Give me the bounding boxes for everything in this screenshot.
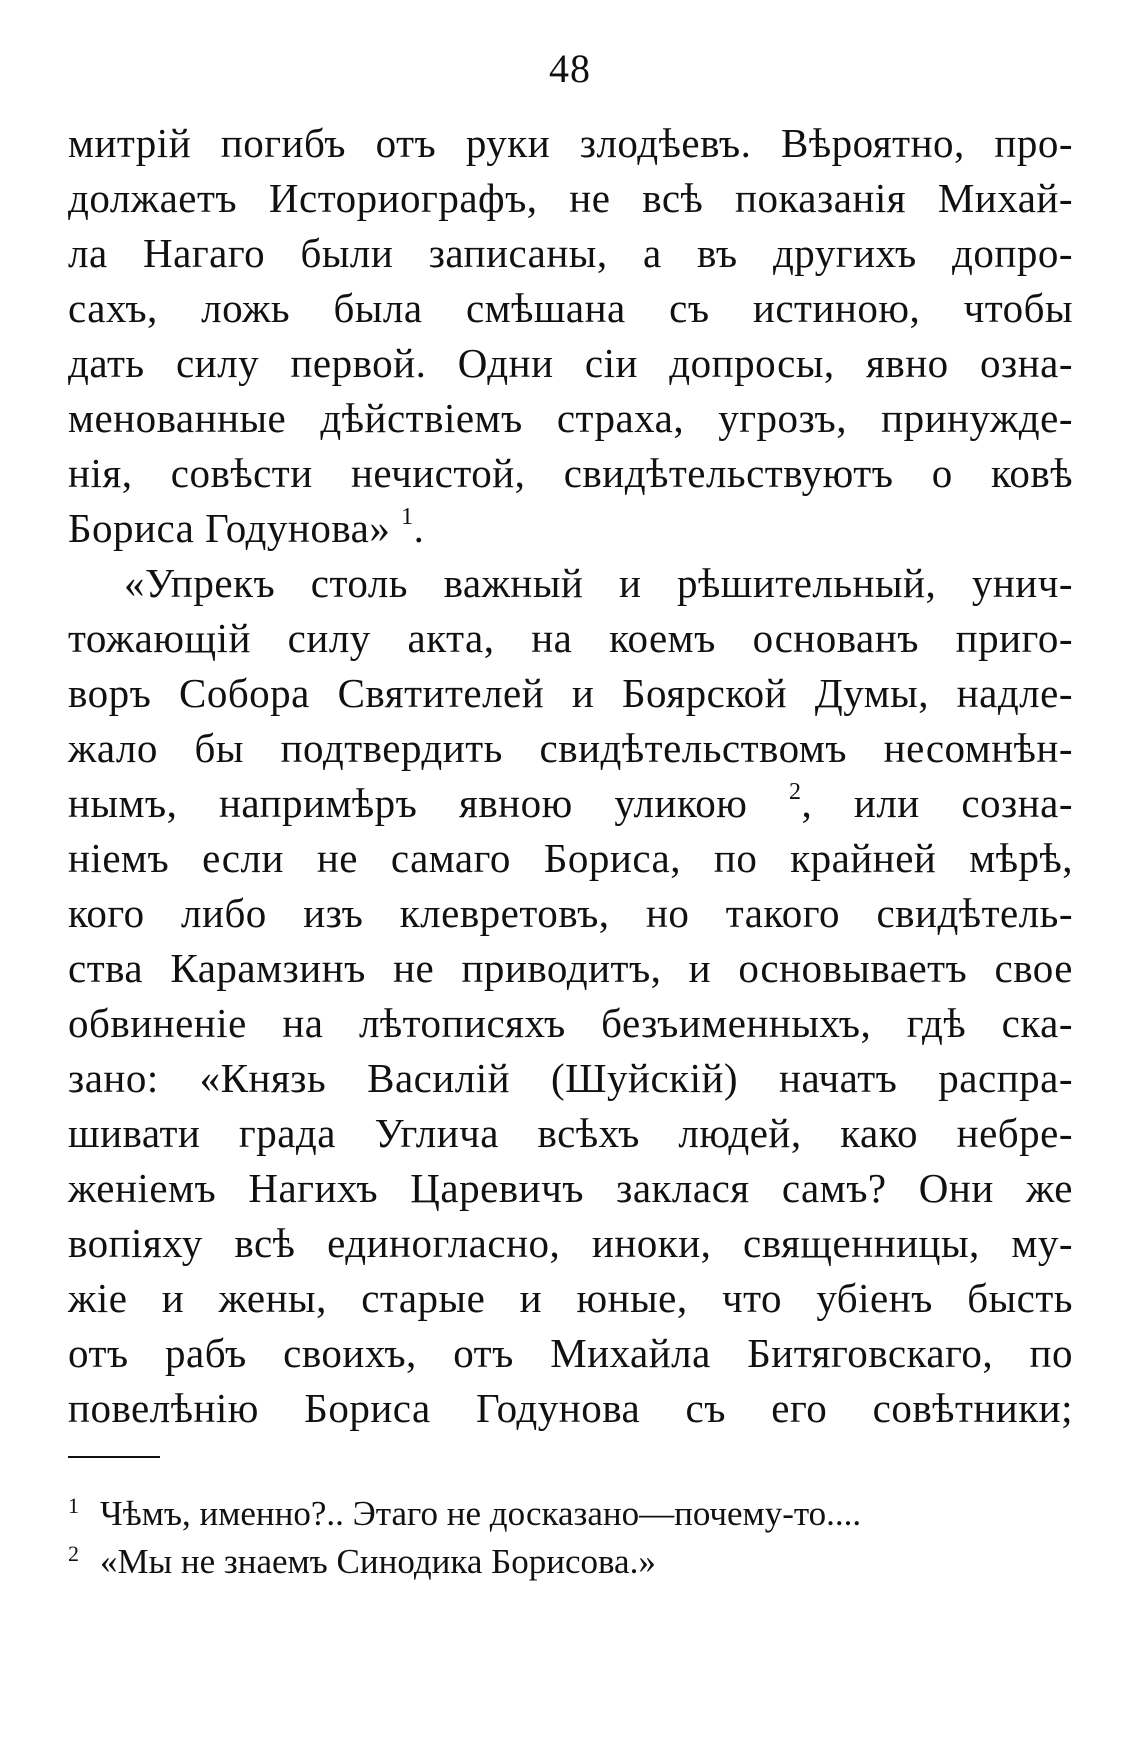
- footnote-text: «Мы не знаемъ Синодика Борисова.»: [100, 1542, 656, 1581]
- text-line: нiя, совѣсти нечистой, свидѣтельствуютъ о ковѣ: [68, 450, 1073, 496]
- text-line: вопiяху всѣ единогласно, иноки, священницы, му-: [68, 1220, 1073, 1266]
- text-line: зано: «Князь Василiй (Шуйскiй) начатъ распра-: [68, 1055, 1073, 1101]
- text-line: жiе и жены, старые и юные, что убiенъ бысть: [68, 1275, 1073, 1321]
- text-line: нiемъ если не самаго Бориса, по крайней мѣрѣ,: [68, 835, 1073, 881]
- text-line: кого либо изъ клевретовъ, но такого свидѣтель-: [68, 890, 1073, 936]
- text-line: воръ Собора Святителей и Боярской Думы, надле-: [68, 670, 1073, 716]
- footnote-text: Чѣмъ, именно?.. Этаго не досказано—почему-то....: [100, 1494, 862, 1533]
- text-line: дать силу первой. Одни сiи допросы, явно озна-: [68, 340, 1073, 386]
- text-line: повелѣнiю Бориса Годунова съ его совѣтники;: [68, 1385, 1073, 1431]
- paragraph-start-line: «Упрекъ столь важный и рѣшительный, унич-: [124, 560, 1073, 606]
- main-text: [68, 116, 1073, 1436]
- text-line: жало бы подтвердить свидѣтельствомъ несомнѣн-: [68, 725, 1073, 771]
- footnote-ref: 1: [401, 504, 414, 530]
- text-line: обвиненiе на лѣтописяхъ безъименныхъ, гдѣ ска-: [68, 1000, 1073, 1046]
- text-line: тожающiй силу акта, на коемъ основанъ приго-: [68, 615, 1073, 661]
- text-line: Бориса Годунова» $^1$.: [68, 504, 425, 551]
- footnote-divider: [68, 1456, 160, 1458]
- text-line: ства Карамзинъ не приводитъ, и основываетъ свое: [68, 945, 1073, 991]
- text-line: менованные дѣйствiемъ страха, угрозъ, принужде-: [68, 395, 1073, 441]
- text-line-content: Бориса Годунова»: [68, 505, 391, 551]
- text-line-tail: , или созна-: [801, 780, 1074, 826]
- footnote: 2 «Мы не знаемъ Синодика Борисова.»: [68, 1541, 656, 1581]
- footnote: 1 Чѣмъ, именно?.. Этаго не досказано—почему-то....: [68, 1493, 862, 1533]
- text-line: должаетъ Историографъ, не всѣ показанiя Михай-: [68, 175, 1073, 221]
- page-number: 48: [549, 46, 591, 91]
- text-line: ла Нагаго были записаны, а въ другихъ допро-: [68, 230, 1073, 276]
- text-line: [68, 776, 1073, 831]
- footnote-ref: 2: [789, 779, 802, 805]
- text-line: женiемъ Нагихъ Царевичъ заклася самъ? Они же: [68, 1165, 1073, 1211]
- text-line: отъ рабъ своихъ, отъ Михайла Битяговскаго, по: [68, 1330, 1073, 1376]
- text-line: сахъ, ложь была смѣшана съ истиною, чтобы: [68, 285, 1073, 331]
- text-line: митрiй погибъ отъ руки злодѣевъ. Вѣроятно, про-: [68, 120, 1073, 166]
- text-line-content: нымъ, напримѣръ явною уликою: [68, 780, 748, 826]
- footnotes: [68, 1490, 1073, 1586]
- text-line: шивати града Углича всѣхъ людей, како небре-: [68, 1110, 1073, 1156]
